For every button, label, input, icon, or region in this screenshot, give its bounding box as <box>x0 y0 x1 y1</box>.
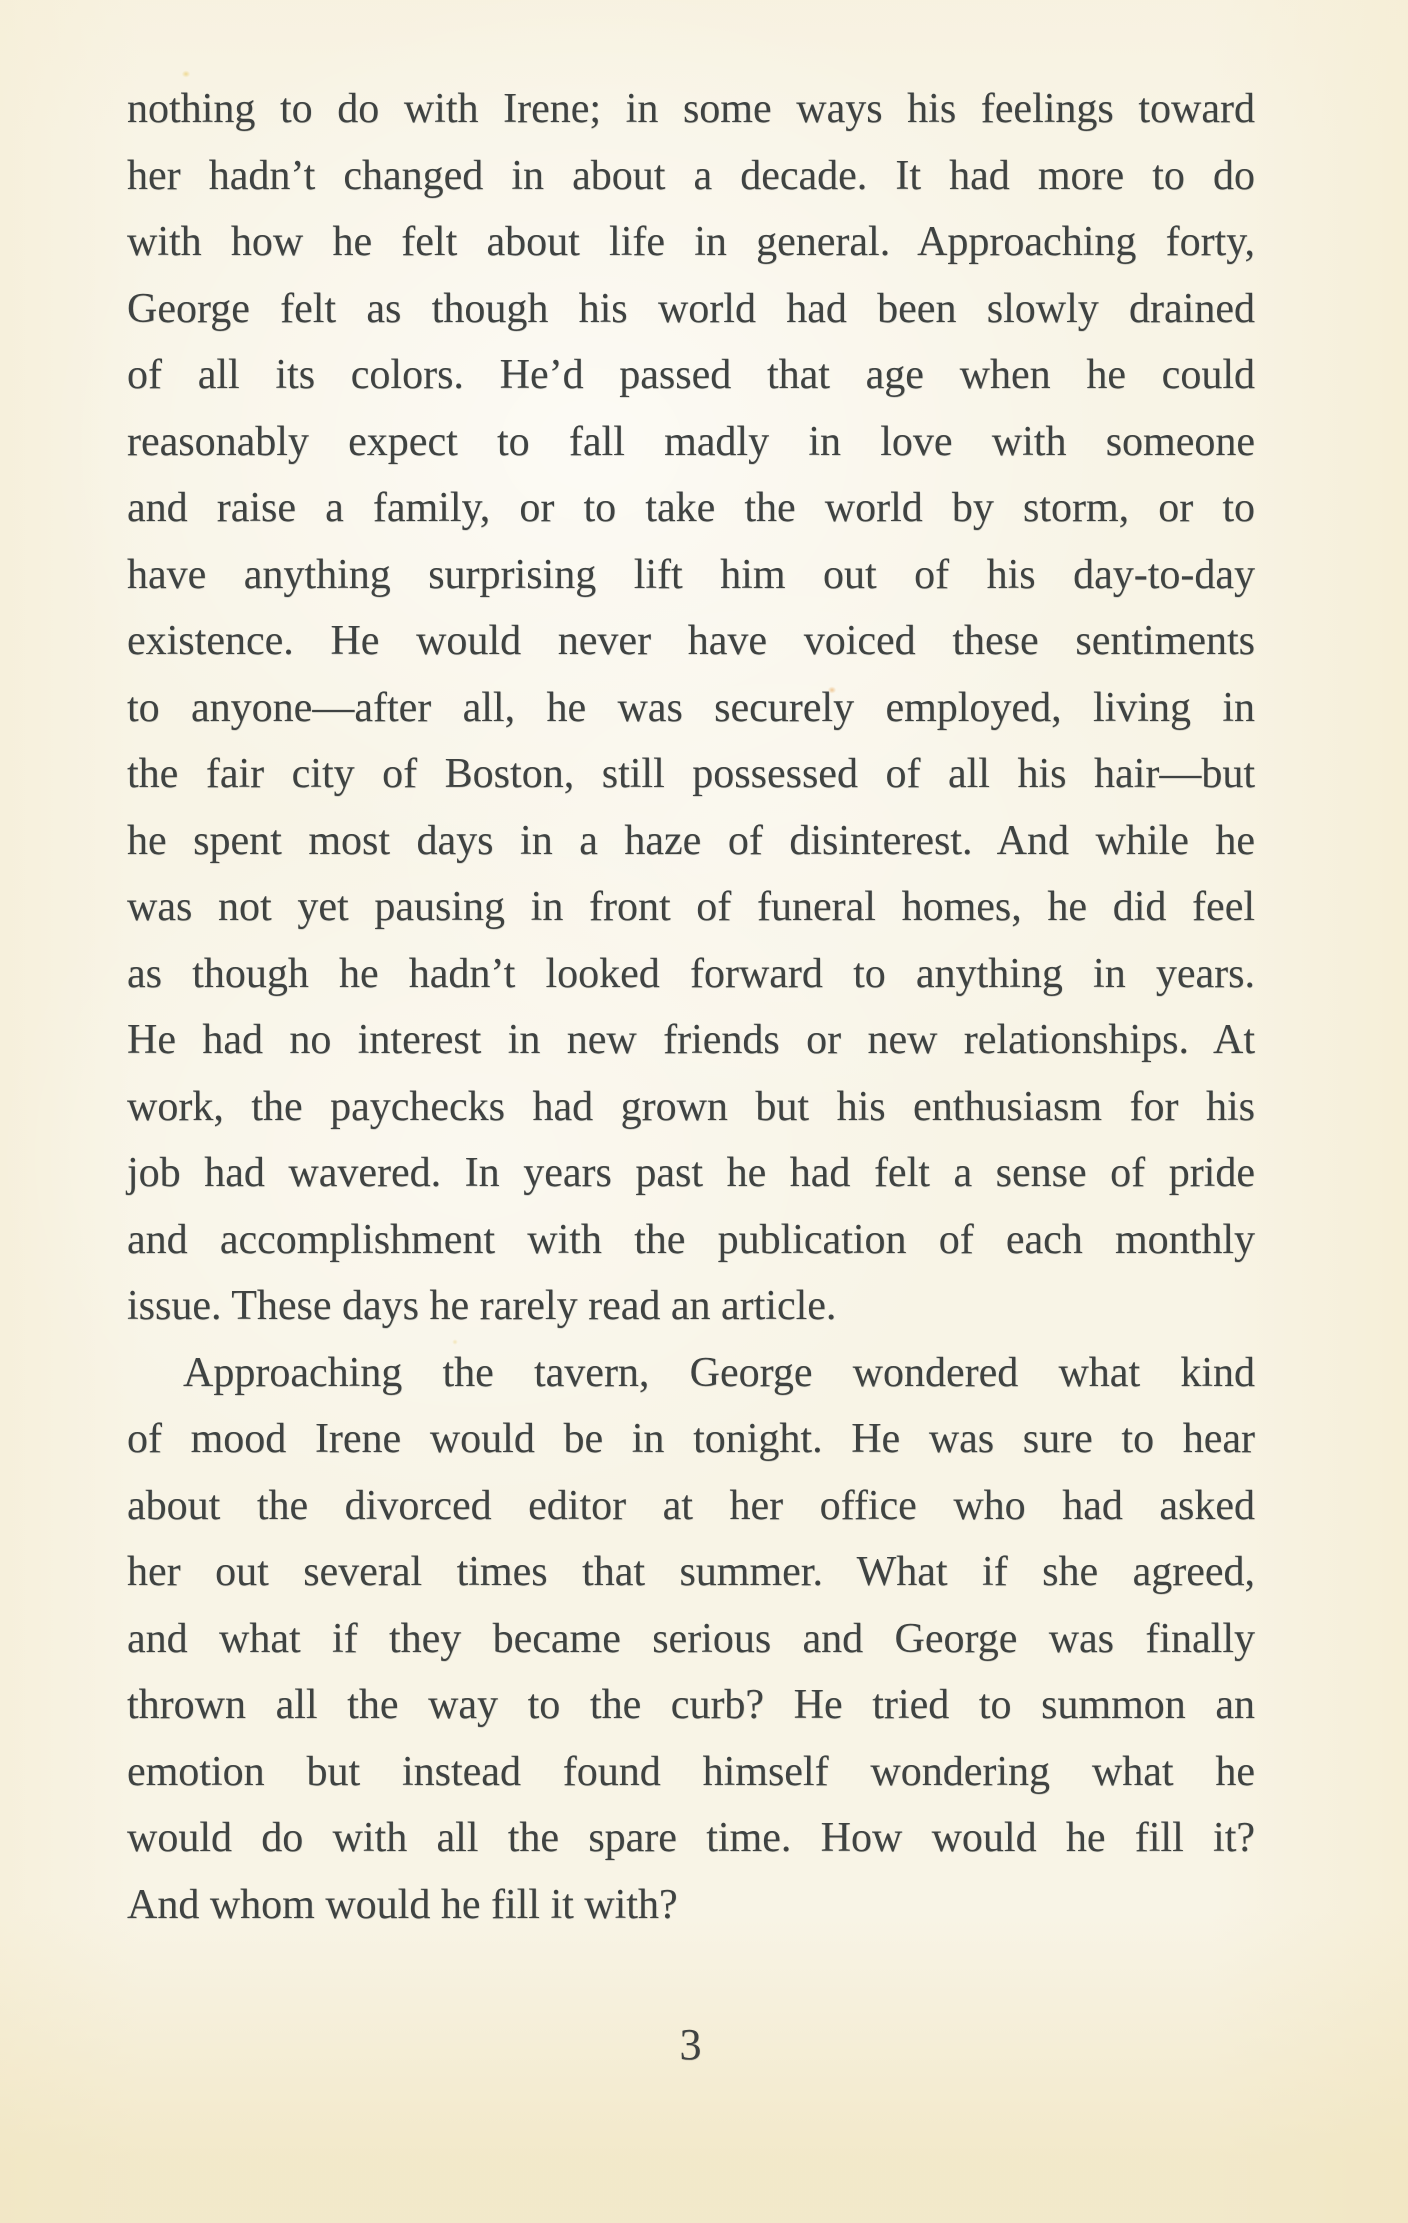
text-line: her hadn’t changed in about a decade. It had more to do <box>127 152 1255 199</box>
text-line: about the divorced editor at her office who had asked <box>127 1482 1255 1529</box>
text-line: with how he felt about life in general. Approaching forty, <box>127 219 1255 265</box>
text-line: George felt as though his world had been slowly drained <box>127 285 1255 332</box>
text-line: And whom would he fill it with? <box>127 1881 678 1928</box>
text-line: was not yet pausing in front of funeral homes, he did feel <box>127 884 1255 930</box>
text-line: to anyone—after all, he was securely employed, living in <box>127 684 1255 731</box>
text-line: work, the paychecks had grown but his enthusiasm for his <box>127 1083 1255 1130</box>
text-line: thrown all the way to the curb? He tried to summon an <box>127 1682 1255 1728</box>
text-line: reasonably expect to fall madly in love with someone <box>127 418 1255 465</box>
text-line: her out several times that summer. What if she agreed, <box>127 1549 1255 1595</box>
text-line: nothing to do with Irene; in some ways his feelings toward <box>127 86 1255 132</box>
text-line: and accomplishment with the publication of each monthly <box>127 1216 1255 1263</box>
text-line: existence. He would never have voiced these sentiments <box>127 618 1255 664</box>
page-text <box>127 76 1255 2079</box>
text-line: have anything surprising lift him out of his day-to-day <box>127 551 1255 598</box>
text-line: issue. These days he rarely read an article. <box>127 1283 837 1329</box>
paragraph-2 <box>127 1340 1255 1939</box>
text-line: of mood Irene would be in tonight. He was sure to hear <box>127 1416 1255 1462</box>
text-line: He had no interest in new friends or new relationships. At <box>127 1017 1255 1063</box>
text-line: and what if they became serious and George was finally <box>127 1615 1255 1662</box>
text-line: he spent most days in a haze of disinterest. And while he <box>127 817 1255 864</box>
text-line: Approaching the tavern, George wondered what kind <box>183 1349 1255 1396</box>
page-number: 3 <box>679 2020 703 2069</box>
text-line: as though he hadn’t looked forward to anything in years. <box>127 950 1255 997</box>
paragraph-1 <box>127 76 1255 1340</box>
text-line: and raise a family, or to take the world by storm, or to <box>127 485 1255 531</box>
text-line: emotion but instead found himself wondering what he <box>127 1748 1255 1795</box>
text-line: of all its colors. He’d passed that age when he could <box>127 352 1255 398</box>
text-line: would do with all the spare time. How would he fill it? <box>127 1815 1255 1861</box>
text-line: job had wavered. In years past he had felt a sense of pride <box>127 1150 1255 1196</box>
text-line: the fair city of Boston, still possessed of all his hair—but <box>127 751 1255 797</box>
